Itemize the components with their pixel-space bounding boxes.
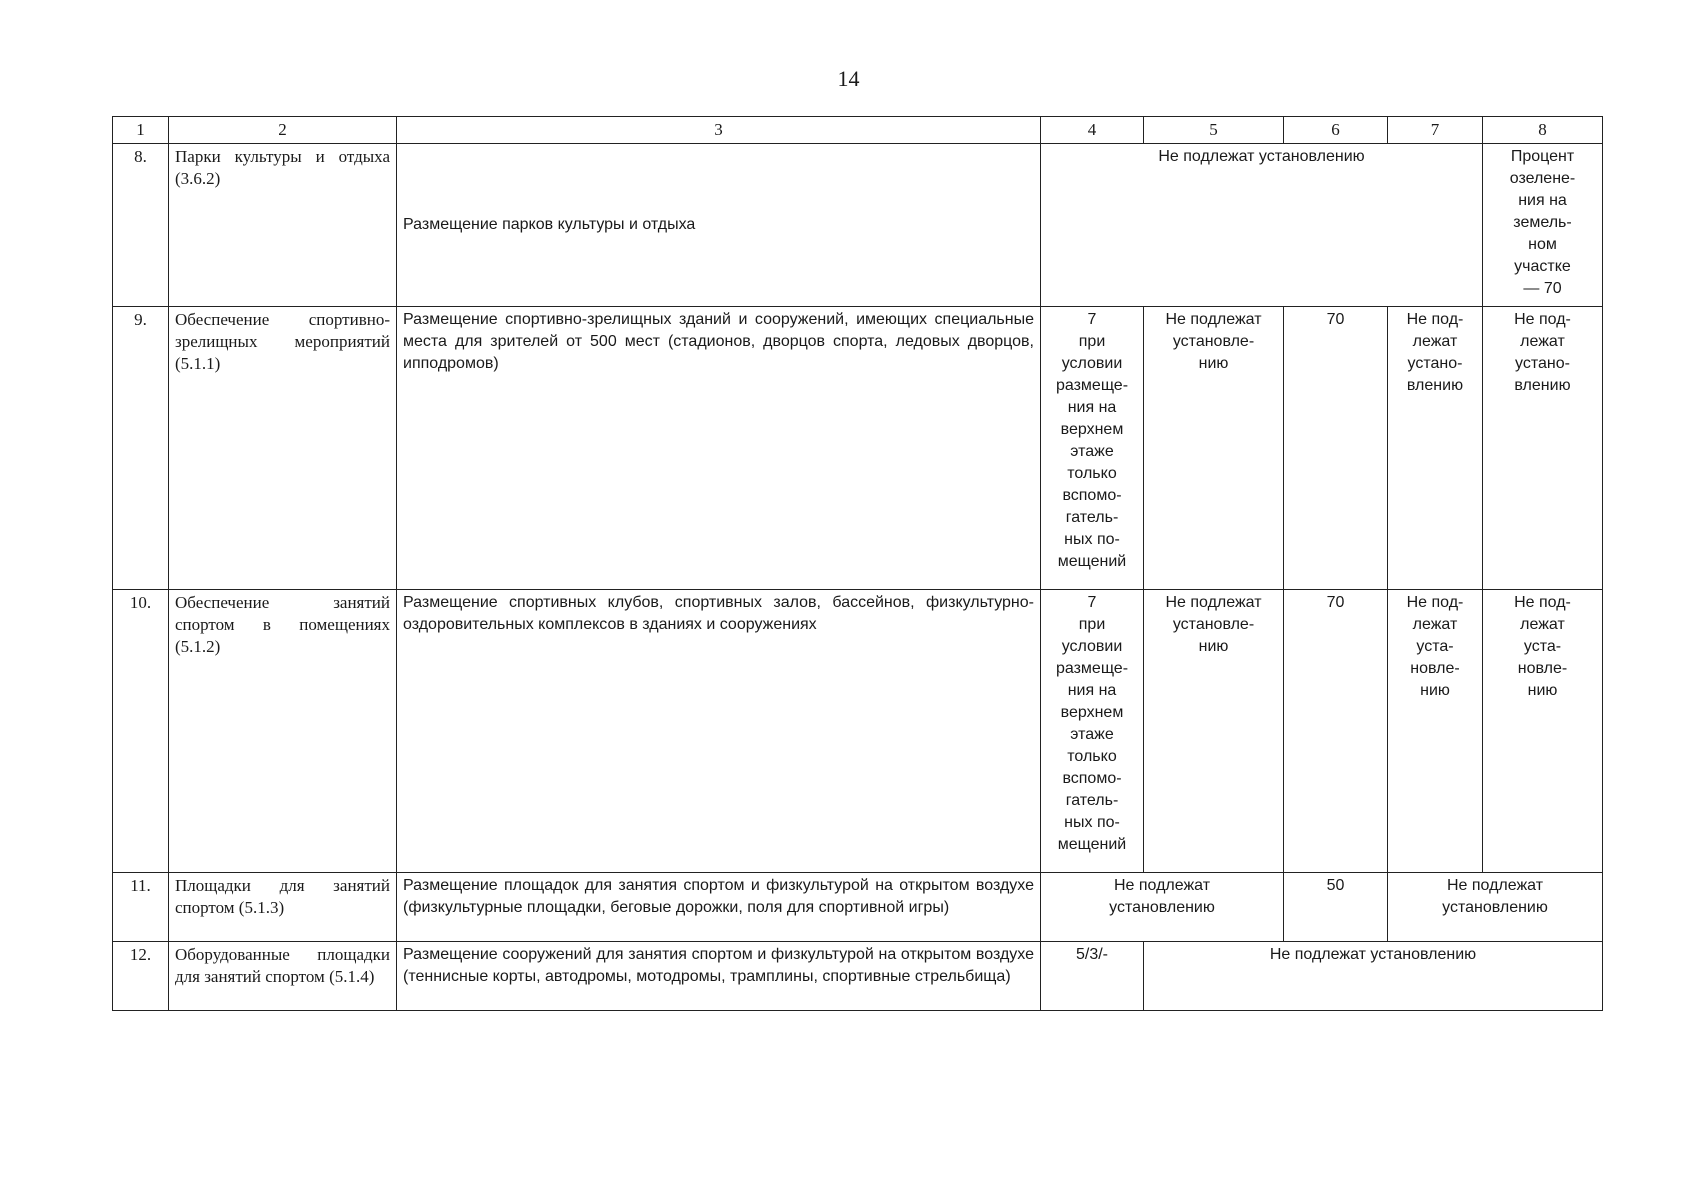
col8-value: Не под- лежат уста- новле- нию <box>1483 590 1603 873</box>
col4-value: 7 при условии размеще- ния на верхнем этаже только вспомо- гатель- ных по- мещений <box>1041 590 1144 873</box>
header-col-8: 8 <box>1483 117 1603 144</box>
row-number: 9. <box>113 307 169 590</box>
col7-value: Не под- лежат уста- новле- нию <box>1388 590 1483 873</box>
table-row <box>113 942 1603 1011</box>
header-col-3: 3 <box>397 117 1041 144</box>
col6-value: 70 <box>1284 307 1388 590</box>
col7-value: Не под- лежат устано- влению <box>1388 307 1483 590</box>
land-use-type: Обеспечение занятий спортом в помещениях (5.1.2) <box>169 590 397 873</box>
header-col-2: 2 <box>169 117 397 144</box>
land-use-description: Размещение парков культуры и отдыха <box>397 144 1041 307</box>
land-use-type: Площадки для занятий спортом (5.1.3) <box>169 873 397 942</box>
row-number: 10. <box>113 590 169 873</box>
header-col-1: 1 <box>113 117 169 144</box>
col4-value: 7 при условии размеще- ния на верхнем этаже только вспомо- гатель- ных по- мещений <box>1041 307 1144 590</box>
col7-8-merged-cell: Не подлежат установлению <box>1388 873 1603 942</box>
header-col-6: 6 <box>1284 117 1388 144</box>
land-use-type: Оборудованные площадки для занятий спортом (5.1.4) <box>169 942 397 1011</box>
col8-value: Процент озелене- ния на земель- ном участке — 70 <box>1483 144 1603 307</box>
land-use-description: Размещение спортивно-зрелищных зданий и сооружений, имеющих специальные места для зрителей от 500 мест (стадионов, дворцов спорта, ледовых дворцов, ипподромов) <box>397 307 1041 590</box>
col6-value: 70 <box>1284 590 1388 873</box>
land-use-type: Обеспечение спортивно-зрелищных мероприятий (5.1.1) <box>169 307 397 590</box>
land-use-description: Размещение сооружений для занятия спортом и физкультурой на открытом воздухе (теннисные корты, автодромы, мотодромы, трамплины, спортивные стрельбища) <box>397 942 1041 1011</box>
col4-5-merged-cell: Не подлежат установлению <box>1041 873 1284 942</box>
col4-value: 5/3/- <box>1041 942 1144 1011</box>
header-col-4: 4 <box>1041 117 1144 144</box>
table-row <box>113 873 1603 942</box>
land-use-description: Размещение спортивных клубов, спортивных залов, бассейнов, физкультурно-оздоровительных комплексов в зданиях и сооружениях <box>397 590 1041 873</box>
col5-value: Не подлежат установле- нию <box>1144 590 1284 873</box>
header-row <box>113 117 1603 144</box>
parameters-merged-cell: Не подлежат установлению <box>1041 144 1483 307</box>
land-use-description: Размещение площадок для занятия спортом и физкультурой на открытом воздухе (физкультурные площадки, беговые дорожки, поля для спортивной игры) <box>397 873 1041 942</box>
col5-value: Не подлежат установле- нию <box>1144 307 1284 590</box>
table-row <box>113 144 1603 307</box>
land-use-regulations-table <box>112 116 1603 1011</box>
col8-value: Не под- лежат устано- влению <box>1483 307 1603 590</box>
page-number: 14 <box>837 66 860 91</box>
header-col-5: 5 <box>1144 117 1284 144</box>
col5-8-merged-cell: Не подлежат установлению <box>1144 942 1603 1011</box>
header-col-7: 7 <box>1388 117 1483 144</box>
table-row <box>113 307 1603 590</box>
table-row <box>113 590 1603 873</box>
row-number: 11. <box>113 873 169 942</box>
row-number: 12. <box>113 942 169 1011</box>
row-number: 8. <box>113 144 169 307</box>
land-use-type: Парки культуры и отдыха (3.6.2) <box>169 144 397 307</box>
col6-value: 50 <box>1284 873 1388 942</box>
